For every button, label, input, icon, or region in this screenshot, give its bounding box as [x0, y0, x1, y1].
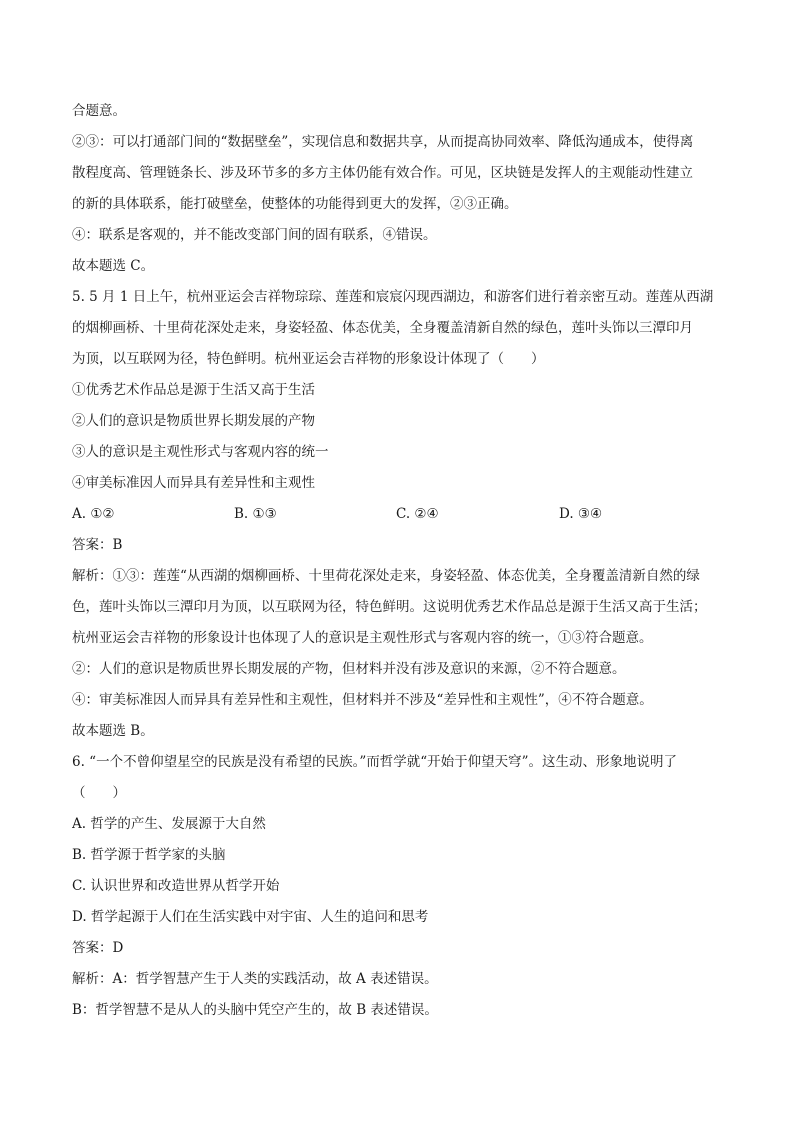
question-5-statement: ③人的意识是主观性形式与客观内容的统一	[72, 444, 329, 460]
text-line: 合题意。	[72, 103, 126, 119]
question-6-option-b: B. 哲学源于哲学家的头脑	[72, 847, 226, 863]
question-5-options	[72, 499, 724, 530]
text-line: 散程度高、管理链条长、涉及环节多的多方主体仍能有效合作。可见，区块链是发挥人的主观能动性建立	[72, 165, 693, 181]
document-page	[72, 96, 724, 1026]
option-a: A. ①②	[72, 506, 115, 522]
option-d: D. ③④	[559, 506, 603, 522]
question-5-statement: ①优秀艺术作品总是源于生活又高于生活	[72, 382, 315, 398]
explanation-line: ②：人们的意识是物质世界长期发展的产物，但材料并没有涉及意识的来源，②不符合题意。	[72, 661, 626, 677]
text-line: ②③：可以打通部门间的“数据壁垒”，实现信息和数据共享，从而提高协同效率、降低沟通成本，使得离	[72, 134, 694, 150]
text-line: 故本题选 B。	[72, 723, 154, 739]
question-6-stem: 6. “一个不曾仰望星空的民族是没有希望的民族。”而哲学就“开始于仰望天穹”。这生动、形象地说明了	[72, 754, 678, 770]
answer-line: 答案：D	[72, 940, 124, 956]
explanation-line: ④：审美标准因人而异具有差异性和主观性，但材料并不涉及“差异性和主观性”，④不符合题意。	[72, 692, 653, 708]
explanation-line: 解析：①③：莲莲“从西湖的烟柳画桥、十里荷花深处走来，身姿轻盈、体态优美，全身覆盖清新自然的绿	[72, 568, 700, 584]
question-6-option-c: C. 认识世界和改造世界从哲学开始	[72, 878, 280, 894]
explanation-line: 杭州亚运会吉祥物的形象设计也体现了人的意识是主观性形式与客观内容的统一，①③符合题意。	[72, 630, 653, 646]
text-line: ④：联系是客观的，并不能改变部门间的固有联系，④错误。	[72, 227, 437, 243]
explanation-line: B：哲学智慧不是从人的头脑中凭空产生的，故 B 表述错误。	[72, 1002, 438, 1018]
question-6-option-a: A. 哲学的产生、发展源于大自然	[72, 816, 266, 832]
question-6-stem: （ ）	[72, 785, 126, 801]
question-5-statement: ②人们的意识是物质世界长期发展的产物	[72, 413, 315, 429]
text-line: 的新的具体联系，能打破壁垒，使整体的功能得到更大的发挥，②③正确。	[72, 196, 518, 212]
option-b: B. ①③	[234, 506, 277, 522]
question-6-option-d: D. 哲学起源于人们在生活实践中对宇宙、人生的追问和思考	[72, 909, 429, 925]
option-c: C. ②④	[396, 506, 439, 522]
question-5-stem: 的烟柳画桥、十里荷花深处走来，身姿轻盈、体态优美，全身覆盖清新自然的绿色，莲叶头饰以三潭印月	[72, 320, 693, 336]
text-line: 故本题选 C。	[72, 258, 155, 274]
question-5-stem: 5. 5 月 1 日上午，杭州亚运会吉祥物琮琮、莲莲和宸宸闪现西湖边，和游客们进行着亲密互动。莲莲从西湖	[72, 289, 714, 305]
explanation-line: 色，莲叶头饰以三潭印月为顶，以互联网为径，特色鲜明。这说明优秀艺术作品总是源于生活又高于生活；	[72, 599, 707, 615]
question-5-stem: 为顶，以互联网为径，特色鲜明。杭州亚运会吉祥物的形象设计体现了（ ）	[72, 351, 545, 367]
explanation-line: 解析：A：哲学智慧产生于人类的实践活动，故 A 表述错误。	[72, 971, 438, 987]
question-5-statement: ④审美标准因人而异具有差异性和主观性	[72, 475, 315, 491]
answer-line: 答案：B	[72, 537, 123, 553]
